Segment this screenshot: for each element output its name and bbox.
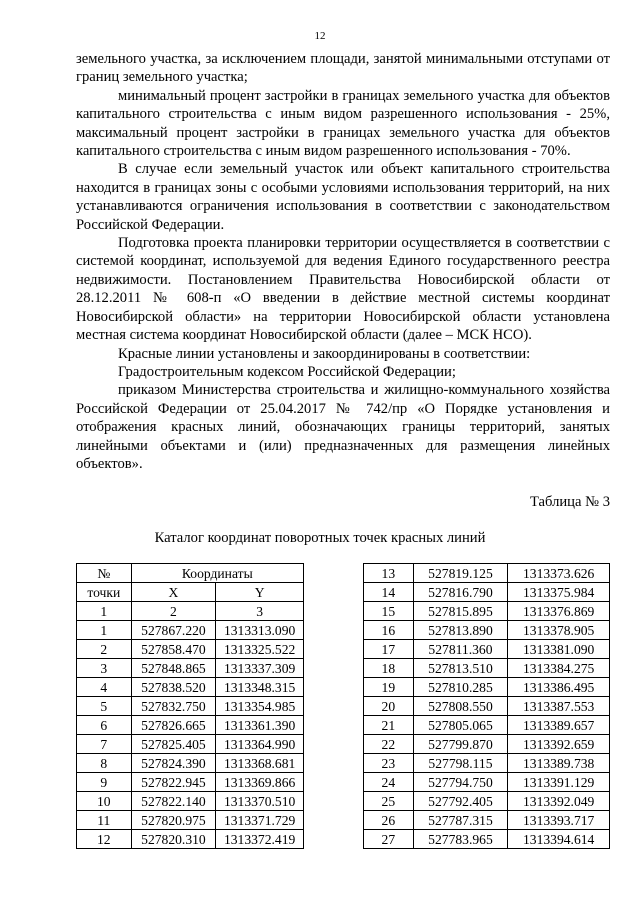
table-row — [364, 583, 610, 602]
y-coordinate-cell: 1313389.657 — [508, 716, 610, 735]
x-coordinate-cell: 527819.125 — [413, 564, 508, 583]
point-number-cell: 6 — [77, 716, 132, 735]
column-number: 2 — [131, 602, 216, 621]
y-coordinate-cell: 1313354.985 — [216, 697, 304, 716]
table-row — [364, 602, 610, 621]
y-coordinate-cell: 1313348.315 — [216, 678, 304, 697]
table-row — [364, 811, 610, 830]
y-coordinate-cell: 1313364.990 — [216, 735, 304, 754]
x-coordinate-cell: 527798.115 — [413, 754, 508, 773]
coordinates-table-right — [363, 563, 610, 849]
y-coordinate-cell: 1313394.614 — [508, 830, 610, 849]
point-number-cell: 16 — [364, 621, 414, 640]
x-coordinate-cell: 527820.975 — [131, 811, 216, 830]
column-number: 1 — [77, 602, 132, 621]
y-coordinate-cell: 1313378.905 — [508, 621, 610, 640]
table-row — [77, 716, 304, 735]
table-row — [364, 678, 610, 697]
point-number-cell: 20 — [364, 697, 414, 716]
y-coordinate-cell: 1313384.275 — [508, 659, 610, 678]
point-number-cell: 12 — [77, 830, 132, 849]
y-coordinate-cell: 1313376.869 — [508, 602, 610, 621]
y-coordinate-cell: 1313392.049 — [508, 792, 610, 811]
point-number-cell: 9 — [77, 773, 132, 792]
x-coordinate-cell: 527787.315 — [413, 811, 508, 830]
x-coordinate-cell: 527825.405 — [131, 735, 216, 754]
x-coordinate-cell: 527816.790 — [413, 583, 508, 602]
x-coordinate-cell: 527805.065 — [413, 716, 508, 735]
x-coordinate-cell: 527820.310 — [131, 830, 216, 849]
point-number-cell: 10 — [77, 792, 132, 811]
table-row — [77, 621, 304, 640]
table-row — [364, 735, 610, 754]
x-coordinate-cell: 527810.285 — [413, 678, 508, 697]
table-row — [364, 830, 610, 849]
table-row — [364, 792, 610, 811]
table-row — [77, 640, 304, 659]
point-number-header: № — [77, 564, 132, 583]
table-row — [77, 792, 304, 811]
table-row — [364, 754, 610, 773]
x-coordinate-cell: 527824.390 — [131, 754, 216, 773]
point-number-cell: 13 — [364, 564, 414, 583]
point-number-cell: 23 — [364, 754, 414, 773]
x-coordinate-cell: 527794.750 — [413, 773, 508, 792]
y-coordinate-cell: 1313392.659 — [508, 735, 610, 754]
paragraph: Градостроительным кодексом Российской Федерации; — [118, 363, 456, 380]
y-coordinate-cell: 1313313.090 — [216, 621, 304, 640]
y-coordinate-cell: 1313368.681 — [216, 754, 304, 773]
x-coordinate-cell: 527813.510 — [413, 659, 508, 678]
x-coordinate-cell: 527808.550 — [413, 697, 508, 716]
y-coordinate-cell: 1313372.419 — [216, 830, 304, 849]
point-number-cell: 15 — [364, 602, 414, 621]
y-coordinate-cell: 1313375.984 — [508, 583, 610, 602]
x-coordinate-cell: 527815.895 — [413, 602, 508, 621]
x-coordinate-cell: 527848.865 — [131, 659, 216, 678]
point-number-cell: 14 — [364, 583, 414, 602]
point-number-cell: 7 — [77, 735, 132, 754]
table-label: Таблица № 3 — [530, 494, 610, 510]
table-row — [364, 640, 610, 659]
y-coordinate-cell: 1313369.866 — [216, 773, 304, 792]
point-number-cell: 24 — [364, 773, 414, 792]
paragraph: В случае если земельный участок или объект капитального строительства находится в границах зоны с особыми условиями использования территорий, на них устанавливаются ограничения использования в соответствии с законодательством Российской Федерации. — [76, 161, 610, 233]
table-row — [77, 773, 304, 792]
coordinates-header: Координаты — [131, 564, 303, 583]
y-coordinate-cell: 1313387.553 — [508, 697, 610, 716]
point-number-cell: 19 — [364, 678, 414, 697]
point-number-cell: 5 — [77, 697, 132, 716]
column-number: 3 — [216, 602, 304, 621]
point-number-cell: 18 — [364, 659, 414, 678]
point-number-cell: 4 — [77, 678, 132, 697]
x-coordinate-cell: 527838.520 — [131, 678, 216, 697]
table-row — [364, 621, 610, 640]
page-number: 12 — [314, 30, 326, 42]
table-row — [77, 697, 304, 716]
table-row — [364, 716, 610, 735]
point-number-header: точки — [77, 583, 132, 602]
y-coordinate-cell: 1313370.510 — [216, 792, 304, 811]
y-coordinate-cell: 1313361.390 — [216, 716, 304, 735]
table-row — [77, 811, 304, 830]
paragraph: Красные линии установлены и закоординированы в соответствии: — [118, 345, 531, 362]
body-text — [76, 50, 610, 473]
y-coordinate-cell: 1313386.495 — [508, 678, 610, 697]
paragraph: приказом Министерства строительства и жилищно-коммунального хозяйства Российской Федерации от 25.04.2017 № 742/пр «О Порядке установления и отображения красных линий, обозначающих границы территорий, занятых линейными объектами и (или) предназначенных для размещения линейных объектов». — [76, 382, 610, 472]
paragraph: земельного участка, за исключением площади, занятой минимальными отступами от границ земельного участка; — [76, 51, 610, 86]
table-header-row — [77, 564, 304, 583]
x-coordinate-cell: 527792.405 — [413, 792, 508, 811]
x-coordinate-cell: 527783.965 — [413, 830, 508, 849]
paragraph: Подготовка проекта планировки территории осуществляется в соответствии с системой координат, используемой для ведения Единого государственного реестра недвижимости. Постановлением Правительства Новосибирской области от 28.12.2011 № 608-п «О введении в действие местной системы координат Новосибирской области» на территории Новосибирской области установлена местная система координат Новосибирской области (далее – МСК НСО). — [76, 235, 610, 344]
column-numbers-row — [77, 602, 304, 621]
x-coordinate-cell: 527813.890 — [413, 621, 508, 640]
point-number-cell: 1 — [77, 621, 132, 640]
point-number-cell: 2 — [77, 640, 132, 659]
point-number-cell: 21 — [364, 716, 414, 735]
table-row — [77, 830, 304, 849]
table-row — [364, 659, 610, 678]
table-row — [364, 697, 610, 716]
y-coordinate-cell: 1313389.738 — [508, 754, 610, 773]
y-coordinate-cell: 1313371.729 — [216, 811, 304, 830]
point-number-cell: 11 — [77, 811, 132, 830]
y-header: Y — [216, 583, 304, 602]
x-coordinate-cell: 527858.470 — [131, 640, 216, 659]
point-number-cell: 8 — [77, 754, 132, 773]
y-coordinate-cell: 1313337.309 — [216, 659, 304, 678]
point-number-cell: 3 — [77, 659, 132, 678]
x-coordinate-cell: 527826.665 — [131, 716, 216, 735]
coordinates-table-left — [76, 563, 304, 849]
paragraph: минимальный процент застройки в границах земельного участка для объектов капитального строительства с иным видом разрешенного использования - 25%, максимальный процент застройки в границах земельного участка для объектов капитального строительства с иным видом разрешенного использования - 70%. — [76, 87, 610, 160]
point-number-cell: 25 — [364, 792, 414, 811]
table-header-row — [77, 583, 304, 602]
table-row — [77, 659, 304, 678]
table-row — [77, 735, 304, 754]
y-coordinate-cell: 1313373.626 — [508, 564, 610, 583]
x-coordinate-cell: 527867.220 — [131, 621, 216, 640]
x-coordinate-cell: 527799.870 — [413, 735, 508, 754]
point-number-cell: 22 — [364, 735, 414, 754]
catalog-title: Каталог координат поворотных точек красных линий — [154, 530, 486, 546]
table-row — [77, 678, 304, 697]
point-number-cell: 26 — [364, 811, 414, 830]
y-coordinate-cell: 1313391.129 — [508, 773, 610, 792]
x-coordinate-cell: 527822.945 — [131, 773, 216, 792]
x-coordinate-cell: 527822.140 — [131, 792, 216, 811]
x-coordinate-cell: 527811.360 — [413, 640, 508, 659]
point-number-cell: 17 — [364, 640, 414, 659]
x-coordinate-cell: 527832.750 — [131, 697, 216, 716]
y-coordinate-cell: 1313381.090 — [508, 640, 610, 659]
table-row — [364, 773, 610, 792]
table-row — [77, 754, 304, 773]
table-row — [364, 564, 610, 583]
point-number-cell: 27 — [364, 830, 414, 849]
y-coordinate-cell: 1313393.717 — [508, 811, 610, 830]
x-header: X — [131, 583, 216, 602]
y-coordinate-cell: 1313325.522 — [216, 640, 304, 659]
